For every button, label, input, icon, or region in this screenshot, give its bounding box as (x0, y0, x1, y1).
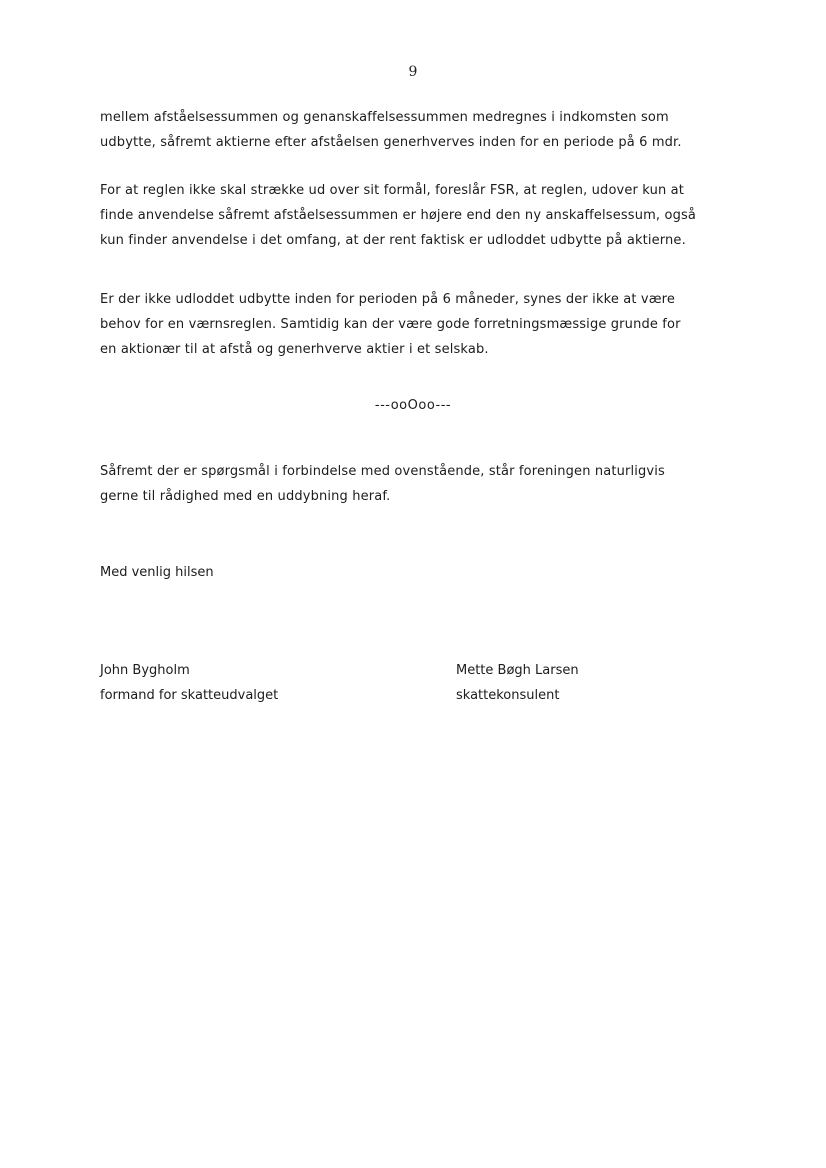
paragraph-line: udbytte, såfremt aktierne efter afståelsen generhverves inden for en periode på 6 mdr. (100, 135, 682, 150)
paragraph-4 (100, 459, 740, 509)
paragraph-line: For at reglen ikke skal strække ud over sit formål, foreslår FSR, at reglen, udover kun at (100, 183, 685, 198)
signer-name: John Bygholm (100, 663, 190, 678)
paragraph-line: mellem afståelsessummen og genanskaffelsessummen medregnes i indkomsten som (100, 110, 669, 125)
paragraph-line: en aktionær til at afstå og generhverve aktier i et selskab. (100, 342, 489, 357)
paragraph-line: kun finder anvendelse i det omfang, at der rent faktisk er udloddet udbytte på aktierne. (100, 233, 686, 248)
closing-greeting: Med venlig hilsen (100, 565, 214, 580)
paragraph-line: gerne til rådighed med en uddybning heraf. (100, 489, 391, 504)
paragraph-1 (100, 105, 740, 155)
signer-name: Mette Bøgh Larsen (456, 663, 579, 678)
signer-title: skattekonsulent (456, 688, 560, 703)
paragraph-line: finde anvendelse såfremt afståelsessummen er højere end den ny anskaffelsessum, også (100, 208, 697, 223)
paragraph-line: Såfremt der er spørgsmål i forbindelse med ovenstående, står foreningen naturligvis (100, 464, 665, 479)
signer-block-left (100, 658, 278, 708)
page-number: 9 (408, 64, 418, 80)
signer-block-right (456, 658, 579, 708)
paragraph-3 (100, 287, 740, 362)
paragraph-line: behov for en værnsreglen. Samtidig kan der være gode forretningsmæssige grunde for (100, 317, 681, 332)
section-separator: ---ooOoo--- (374, 398, 452, 413)
paragraph-2 (100, 178, 740, 253)
paragraph-line: Er der ikke udloddet udbytte inden for perioden på 6 måneder, synes der ikke at være (100, 292, 676, 307)
signer-title: formand for skatteudvalget (100, 688, 279, 703)
